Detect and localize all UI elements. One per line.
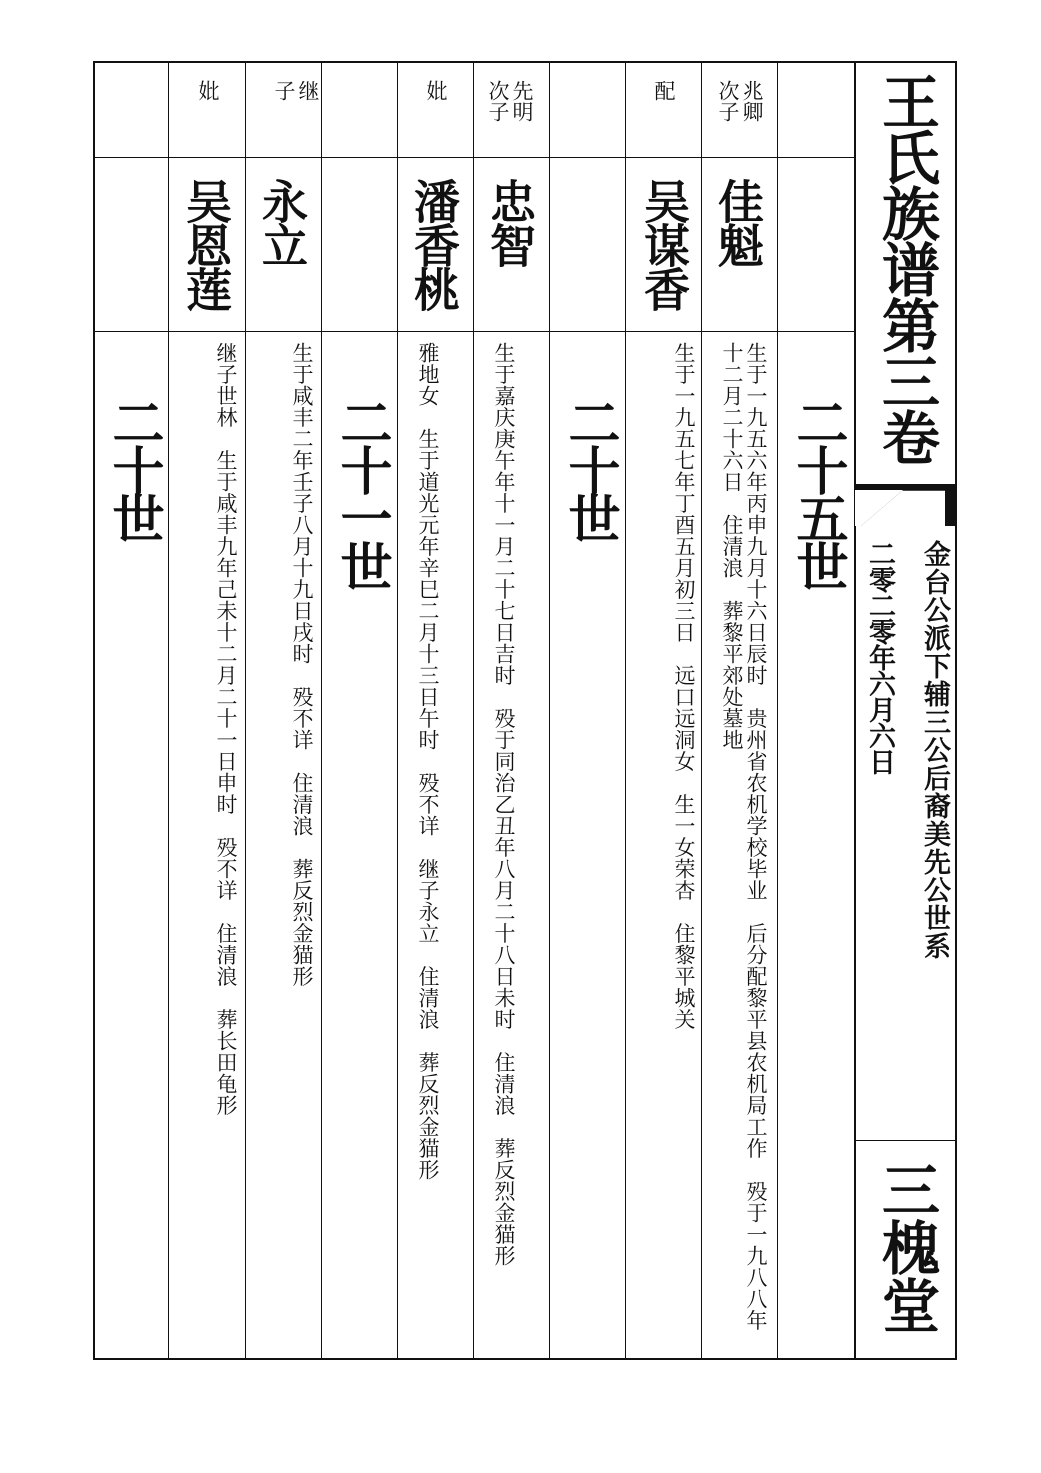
grid-line bbox=[321, 61, 322, 1360]
person-bio: 继子世林 生于咸丰九年己未十二月二十一日申时 殁不详 住清浪 葬长田龟形 bbox=[214, 342, 238, 1116]
grid-line bbox=[549, 61, 550, 1360]
grid-line bbox=[168, 61, 169, 1360]
grid-line bbox=[701, 61, 702, 1360]
person-name: 佳魁 bbox=[711, 178, 765, 266]
branch-lineage: 金台公派下辅三公后裔美先公世系 bbox=[919, 540, 950, 960]
person-name: 潘香桃 bbox=[407, 178, 461, 310]
grid-line bbox=[93, 331, 855, 332]
relation-label: 兆卿 次子 bbox=[716, 80, 764, 122]
relation-label: 先明 次子 bbox=[486, 80, 534, 122]
person-bio: 雅地女 生于道光元年辛巳二月十三日午时 殁不详 继子永立 住清浪 葬反烈金猫形 bbox=[416, 342, 440, 1181]
relation-label: 配 bbox=[652, 80, 676, 101]
generation-label: 二十一世 bbox=[331, 396, 392, 588]
person-name: 忠智 bbox=[483, 178, 537, 266]
grid-line bbox=[93, 157, 855, 158]
compile-date: 二零二零年六月六日 bbox=[864, 540, 895, 774]
person-name: 吴恩莲 bbox=[179, 178, 233, 310]
person-name: 吴谋香 bbox=[637, 178, 691, 310]
page-title: 王氏族谱第三卷 bbox=[872, 72, 940, 464]
grid-line bbox=[245, 61, 246, 1360]
person-bio: 生于咸丰二年壬子八月十九日戌时 殁不详 住清浪 葬反烈金猫形 bbox=[290, 342, 314, 987]
grid-line bbox=[397, 61, 398, 1360]
grid-line bbox=[855, 1140, 957, 1141]
person-bio: 生于一九五六年丙申九月十六日辰时 贵州省农机学校毕业 后分配黎平县农机局工作 殁于一九八八年十二月二十六日 住清浪 葬黎平郊处墓地 bbox=[720, 342, 768, 1331]
relation-label: 妣 bbox=[424, 80, 448, 101]
grid-line bbox=[777, 61, 778, 1360]
person-bio: 生于嘉庆庚午年十一月二十七日吉时 殁于同治乙丑年八月二十八日未时 住清浪 葬反烈金猫形 bbox=[492, 342, 516, 1267]
relation-label: 继 子 bbox=[272, 80, 320, 101]
grid-line bbox=[854, 61, 856, 1360]
person-bio: 生于一九五七年丁酉五月初三日 远口远洞女 生一女荣杏 住黎平城关 bbox=[672, 342, 696, 1030]
generation-label: 二十世 bbox=[559, 396, 620, 540]
person-name: 永立 bbox=[255, 178, 309, 266]
grid-line bbox=[625, 61, 626, 1360]
hall-name: 三槐堂 bbox=[872, 1160, 940, 1334]
relation-label: 妣 bbox=[196, 80, 220, 101]
title-banner-ornament bbox=[855, 484, 957, 526]
generation-label: 二十世 bbox=[103, 396, 164, 540]
grid-line bbox=[473, 61, 474, 1360]
generation-label: 二十五世 bbox=[787, 396, 848, 588]
